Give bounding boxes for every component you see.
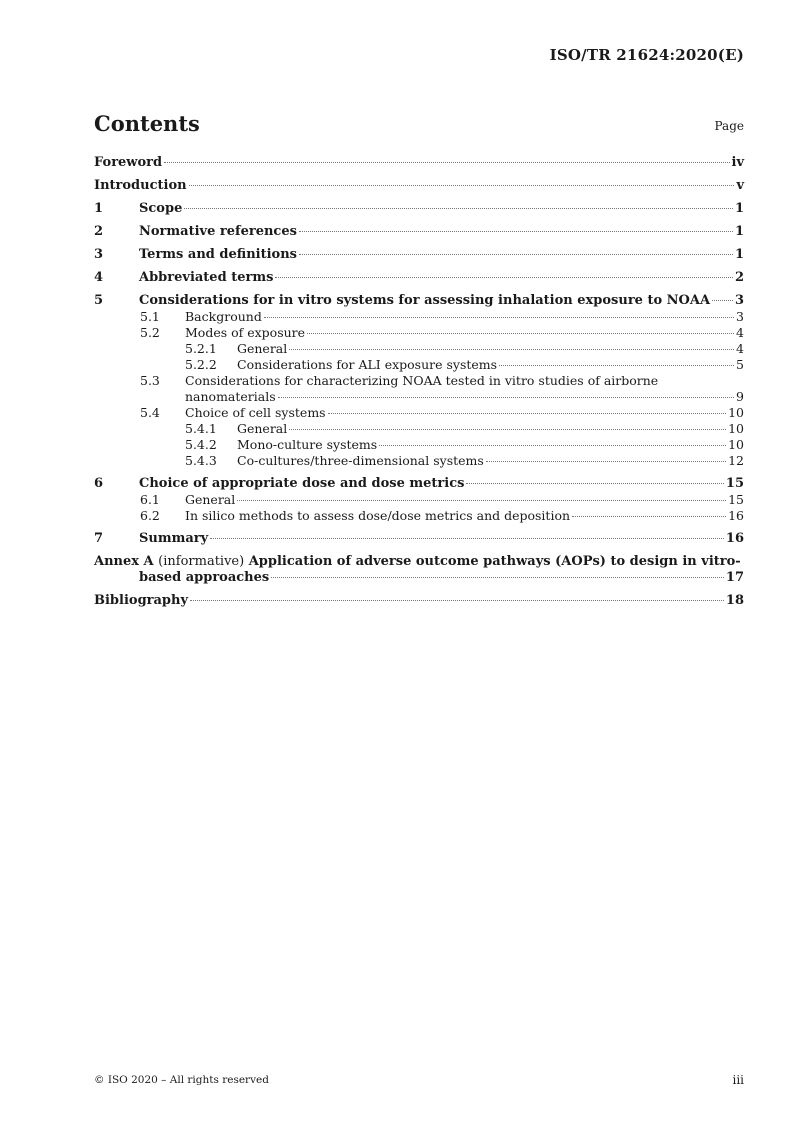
toc-number: 4 [94,270,104,285]
toc-leader [271,577,724,578]
toc-label: Considerations for ALI exposure systems [237,357,498,372]
toc-number: 6.2 [140,508,160,523]
toc-label: Normative references [139,224,297,239]
toc-entry-general-5-4-1[interactable] [94,421,744,437]
toc-label: nanomaterials [185,389,276,404]
toc-leader [189,185,735,186]
toc-label: Bibliography [94,593,189,608]
toc-entry-in-silico-methods[interactable] [94,508,744,524]
toc-entry-mono-culture-systems[interactable] [94,437,744,453]
toc-label: Introduction [94,178,187,193]
toc-entry-modes-of-exposure[interactable] [94,325,744,341]
toc-label: Terms and definitions [139,247,297,262]
page-column-label: Page [714,119,744,133]
toc-page: 4 [736,325,744,340]
toc-leader [307,333,734,334]
toc-leader [210,538,724,539]
toc-annex-qualifier: (informative) [158,554,245,569]
toc-label: Co-cultures/three-dimensional systems [237,453,484,468]
toc-leader [328,413,727,414]
toc-number: 5.1 [140,309,160,324]
toc-entry-co-cultures[interactable] [94,453,744,469]
toc-entry-general-6-1[interactable] [94,492,744,508]
toc-leader [264,317,734,318]
toc-page: 9 [736,389,744,404]
toc-page: 17 [725,570,744,585]
toc-page: 1 [734,224,744,239]
toc-number: 6 [94,476,104,491]
toc-entry-ali-exposure-systems[interactable] [94,357,744,373]
document-id: ISO/TR 21624:2020(E) [549,46,744,64]
toc-label-line1: Application of adverse outcome pathways (AOPs) to design in vitro- [248,554,741,569]
toc-entry-terms-and-definitions[interactable] [94,247,744,263]
toc-number: 5 [94,293,104,308]
toc-page: v [736,178,744,193]
toc-page: iv [731,155,744,170]
toc-number: 5.2.2 [185,357,217,372]
toc-leader [190,600,724,601]
toc-number: 5.4 [140,405,160,420]
toc-page: 1 [734,247,744,262]
toc-entry-considerations-in-vitro[interactable] [94,293,744,309]
toc-label: General [185,492,236,507]
toc-page: 12 [728,453,744,468]
toc-label: based approaches [139,570,270,585]
toc-page: 1 [734,201,744,216]
toc-number: 5.3 [140,373,160,388]
toc-leader [278,397,734,398]
toc-label-line1: Considerations for characterizing NOAA tested in vitro studies of airborne [185,373,659,388]
toc-leader [289,429,726,430]
toc-label: In silico methods to assess dose/dose metrics and deposition [185,508,571,523]
toc-label: Choice of appropriate dose and dose metrics [139,476,465,491]
toc-page: 10 [728,437,744,452]
toc-number: 5.2 [140,325,160,340]
toc-page: 4 [736,341,744,356]
footer-page-number: iii [732,1073,744,1087]
toc-number: 5.4.1 [185,421,217,436]
toc-number: 5.4.3 [185,453,217,468]
toc-number: 2 [94,224,104,239]
toc-leader [712,300,733,301]
toc-leader [237,500,726,501]
toc-label: General [237,341,288,356]
toc-number: 6.1 [140,492,160,507]
contents-title: Contents [94,111,200,136]
toc-leader [299,231,733,232]
toc-entry-characterizing-noaa[interactable] [94,373,744,405]
toc-page: 16 [725,531,744,546]
toc-leader [289,349,734,350]
toc-page: 15 [725,476,744,491]
toc-leader [164,162,729,163]
toc-entry-bibliography[interactable] [94,593,744,609]
toc-leader [572,516,726,517]
toc-leader [499,365,734,366]
toc-entry-dose-metrics[interactable] [94,476,744,492]
toc-annex-prefix: Annex A [94,554,154,569]
toc-page: 5 [736,357,744,372]
toc-label: Mono-culture systems [237,437,378,452]
toc-label: Considerations for in vitro systems for assessing inhalation exposure to NOAA [139,293,711,308]
toc-page: 15 [728,492,744,507]
toc-leader [275,277,733,278]
toc-number: 7 [94,531,104,546]
toc-label: Abbreviated terms [139,270,274,285]
toc-entry-foreword[interactable] [94,155,744,171]
toc-label: Choice of cell systems [185,405,326,420]
toc-label: Modes of exposure [185,325,306,340]
toc-leader [379,445,726,446]
toc-label: Summary [139,531,209,546]
table-of-contents [94,151,744,609]
toc-number: 1 [94,201,104,216]
toc-label: General [237,421,288,436]
toc-entry-scope[interactable] [94,201,744,217]
toc-number: 5.2.1 [185,341,217,356]
toc-page: 10 [728,405,744,420]
toc-label: Background [185,309,262,324]
toc-leader [466,483,723,484]
toc-page: 3 [736,309,744,324]
footer-copyright: © ISO 2020 – All rights reserved [94,1074,269,1086]
toc-page: 16 [728,508,744,523]
toc-number: 5.4.2 [185,437,217,452]
toc-leader [486,461,726,462]
toc-entry-general-5-2-1[interactable] [94,341,744,357]
toc-leader [299,254,733,255]
toc-page: 2 [734,270,744,285]
toc-label: Scope [139,201,183,216]
toc-entry-normative-references[interactable] [94,224,744,240]
toc-leader [184,208,733,209]
toc-entry-annex-a[interactable] [94,554,744,586]
toc-page: 3 [734,293,744,308]
toc-entry-summary[interactable] [94,531,744,547]
toc-page: 18 [725,593,744,608]
toc-entry-background[interactable] [94,309,744,325]
toc-entry-abbreviated-terms[interactable] [94,270,744,286]
toc-entry-choice-of-cell-systems[interactable] [94,405,744,421]
toc-page: 10 [728,421,744,436]
toc-number: 3 [94,247,104,262]
toc-label: Foreword [94,155,163,170]
toc-entry-introduction[interactable] [94,178,744,194]
